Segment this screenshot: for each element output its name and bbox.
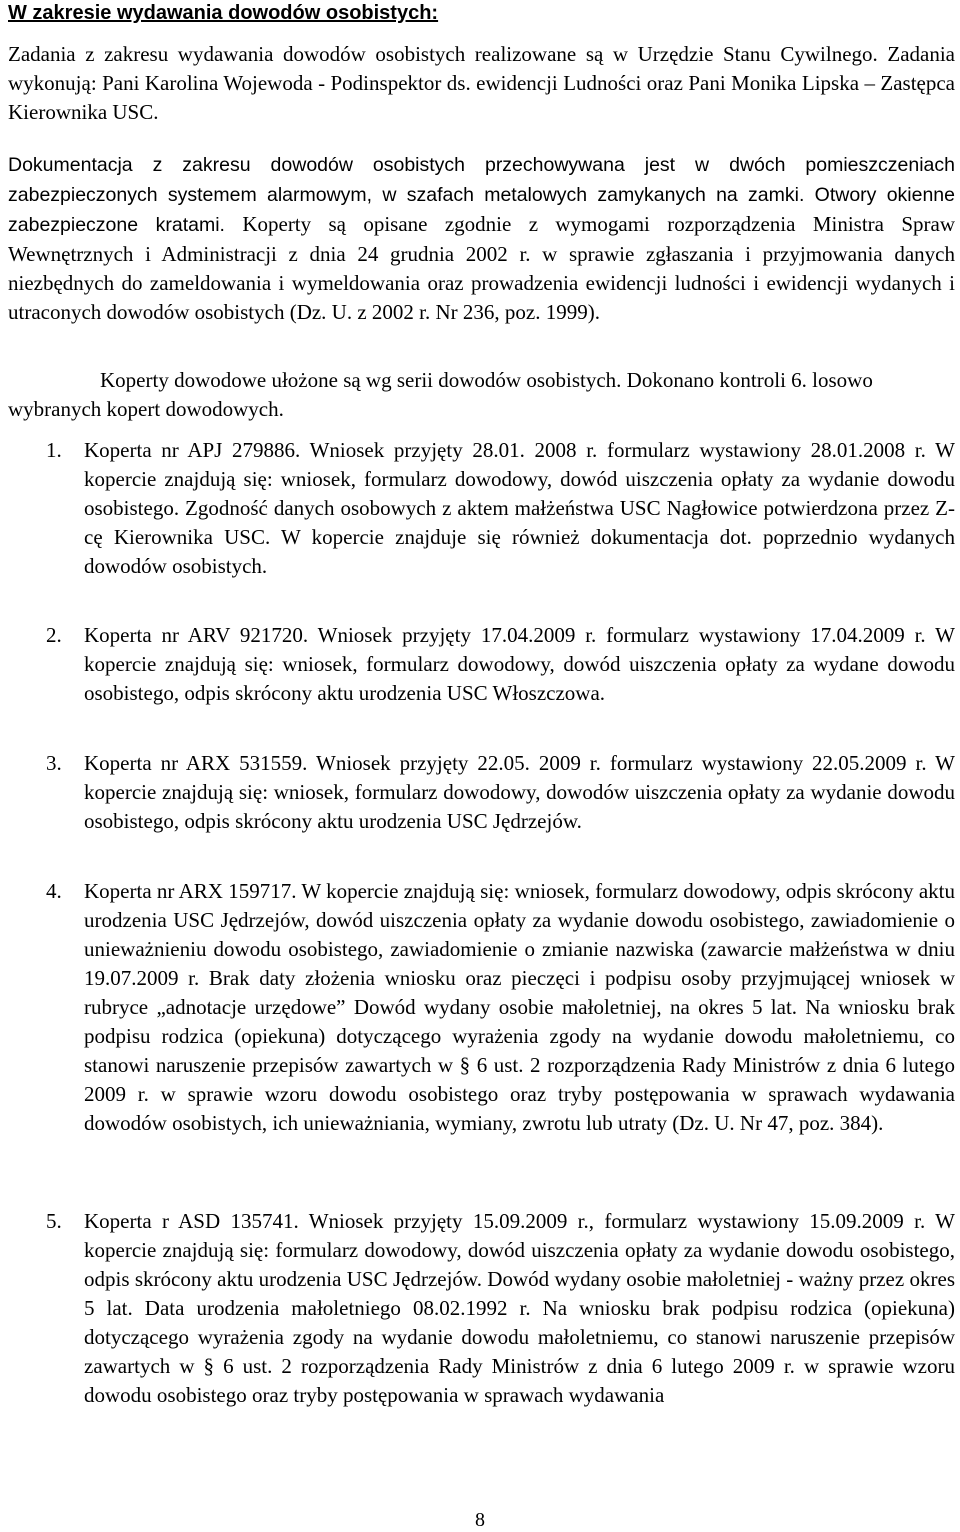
intro-paragraph: Zadania z zakresu wydawania dowodów osobistych realizowane są w Urzędzie Stanu Cywilnego. Zadania wykonują: Pani Karolina Wojewoda - Podinspektor ds. ewidencji Ludności oraz Pani Monika Lipska – Zastępca Kierownika USC. — [8, 42, 955, 124]
list-item-text: Koperta nr ARX 159717. W kopercie znajdują się: wniosek, formularz dowodowy, odpis skrócony aktu urodzenia USC Jędrzejów, dowód uiszczenia opłaty za wydanie dowodu osobistego, zawiadomienie o unieważnieniu dowodu osobistego, zawiadomienie o zmianie nazwiska (zawarcie małżeństwa w dniu 19.07.2009 r. Brak daty złożenia wniosku oraz pieczęci i podpisu osoby przyjmującej wniosek w rubryce „adnotacje urzędowe” Dowód wydany osobie małoletniej, na okres 5 lat. Na wniosku brak podpisu rodzica (opiekuna) dotyczącego wyrażenia zgody na wydanie dowodu małoletniemu, co stanowi naruszenie przepisów zawartych w § 6 ust. 2 rozporządzenia Rady Ministrów z dnia 6 lutego 2009 r. w sprawie wzoru dowodu osobistego oraz tryby postępowania w sprawach wydawania dowodów osobistych, ich unieważniania, wymiany, zwrotu lub utraty (Dz. U. Nr 47, poz. 384). — [84, 879, 955, 1135]
list-item-text: Koperta r ASD 135741. Wniosek przyjęty 15.09.2009 r., formularz wystawiony 15.09.2009 r. W kopercie znajdują się: formularz dowodowy, dowód uiszczenia opłaty za wydanie dowodu osobistego, odpis skrócony aktu urodzenia USC Jędrzejów. Dowód wydany osobie małoletniej - ważny przez okres 5 lat. Data urodzenia małoletniego 08.02.1992 r. Na wniosku brak podpisu rodzica (opiekuna) dotyczącego wyrażenia zgody na wydanie dowodu małoletniemu, co stanowi naruszenie przepisów zawartych w § 6 ust. 2 rozporządzenia Rady Ministrów z dnia 6 lutego 2009 r. w sprawie wzoru dowodu osobistego oraz tryby postępowania w sprawach wydawania — [84, 1209, 955, 1407]
documentation-paragraph — [8, 150, 955, 327]
control-paragraph: Koperty dowodowe ułożone są wg serii dowodów osobistych. Dokonano kontroli 6. losowo wybranych kopert dowodowych. — [8, 368, 873, 421]
section-heading: W zakresie wydawania dowodów osobistych: — [8, 2, 439, 24]
list-item-number: 2. — [46, 623, 62, 647]
documentation-serif-text: Koperty są opisane zgodnie z wymogami rozporządzenia Ministra Spraw Wewnętrznych i Administracji z dnia 24 grudnia 2002 r. w sprawie zgłaszania i przyjmowania danych niezbędnych do zameldowania i wymeldowania oraz prowadzenia ewidencji ludności i ewidencji wydanych i utraconych dowodów osobistych (Dz. U. z 2002 r. Nr 236, poz. 1999). — [8, 212, 955, 324]
list-item-number: 5. — [46, 1209, 62, 1233]
list-item-text: Koperta nr ARV 921720. Wniosek przyjęty 17.04.2009 r. formularz wystawiony 17.04.2009 r. W kopercie znajdują się: wniosek, formularz dowodowy, dowód uiszczenia opłaty za wydane dowodu osobistego, odpis skrócony aktu urodzenia USC Włoszczowa. — [84, 623, 955, 705]
list-item-text: Koperta nr APJ 279886. Wniosek przyjęty 28.01. 2008 r. formularz wystawiony 28.01.2008 r. W kopercie znajdują się: wniosek, formularz dowodowy, dowód uiszczenia opłaty za wydanie dowodu osobistego. Zgodność danych osobowych z aktem małżeństwa USC Nagłowice potwierdzona przez Z-cę Kierownika USC. W kopercie znajduje się również dokumentacja dot. poprzednio wydanych dowodów osobistych. — [84, 438, 955, 578]
list-item-number: 3. — [46, 751, 62, 775]
list-item-number: 4. — [46, 879, 62, 903]
documentation-sans-text: Dokumentacja z zakresu dowodów osobistych przechowywana jest w dwóch pomieszczeniach zabezpieczonych systemem alarmowym, w szafach metalowych zamykanych na zamki. Otwory okienne zabezpieczone kratami. — [8, 154, 955, 236]
list-item-text: Koperta nr ARX 531559. Wniosek przyjęty 22.05. 2009 r. formularz wystawiony 22.05.2009 r. W kopercie znajdują się: wniosek, formularz dowodowy, dowodów uiszczenia opłaty za wydanie dowodu osobistego, odpis skrócony aktu urodzenia USC Jędrzejów. — [84, 751, 955, 833]
list-item-number: 1. — [46, 438, 62, 462]
page-number: 8 — [475, 1509, 485, 1531]
